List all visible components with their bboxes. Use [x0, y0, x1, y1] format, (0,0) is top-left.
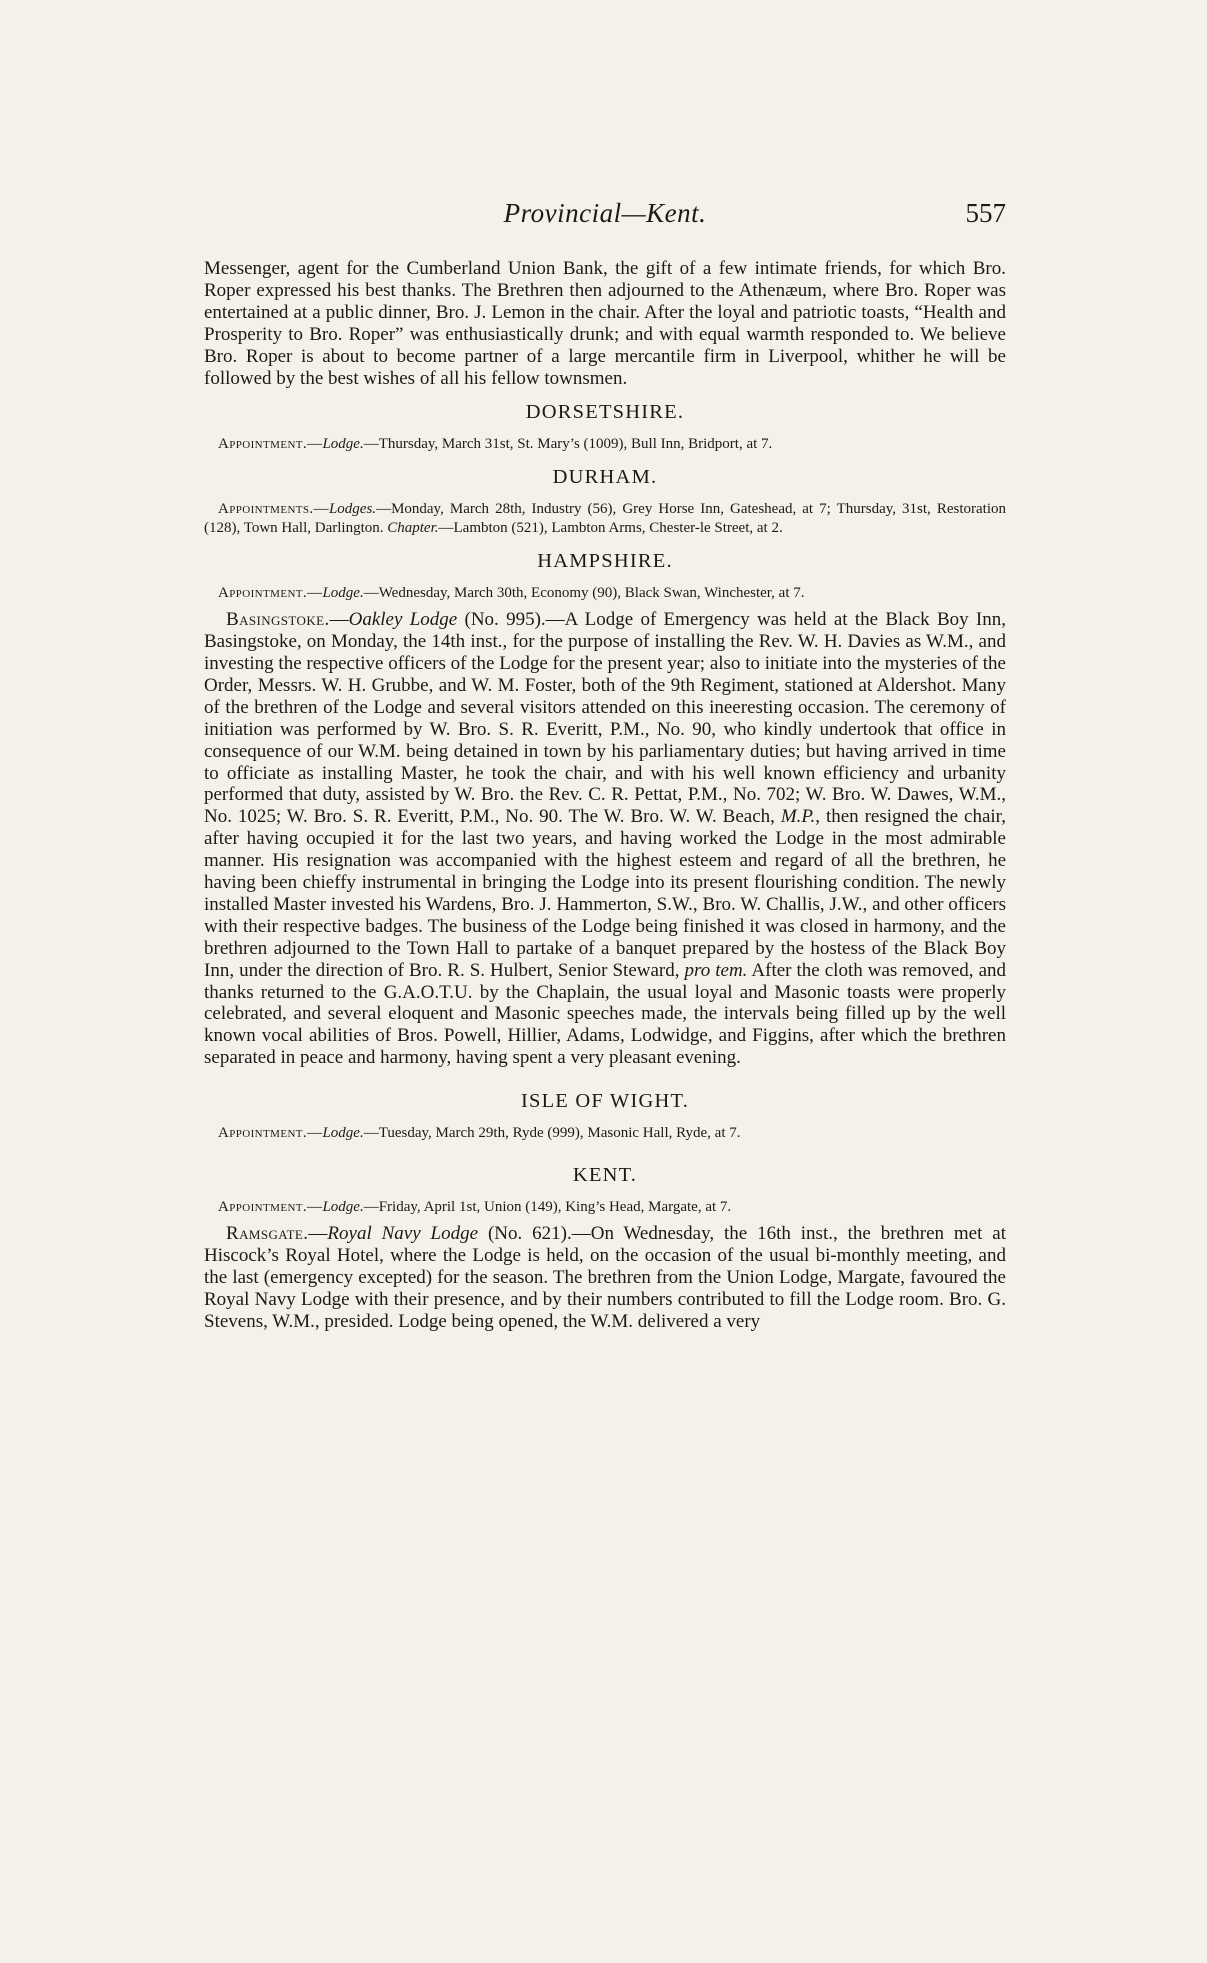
appointment-kind-chapter: Chapter. [387, 520, 439, 537]
report-place: Basingstoke. [226, 609, 330, 631]
section-heading-durham: DURHAM. [552, 466, 658, 489]
report-text: , then resigned the chair, after having occupied it for the last two years, and having worked the Lodge in the most admirable manner. His resignation was accompanied with the highest esteem and regard of all the brethren, he having been chieffy instrumental in bringing the Lodge into its present flourishing condition. The newly installed Master invested his Wardens, Bro. J. Hammerton, S.W., Bro. W. Challis, J.W., and other officers with their respective badges. The business of the Lodge being finished it was closed in harmony, and the brethren adjourned to the Town Hall to partake of a banquet prepared by the hostess of the Black Boy Inn, under the direction of Bro. R. S. Hulbert, Senior Steward, [204, 806, 1006, 981]
report-text: (No. 995).—A Lodge of Emergency was held at the Black Boy Inn, Basingstoke, on Monday, the 14th inst., for the purpose of installing the Rev. W. H. Davies as W.M., and investing the respective officers of the Lodge for the present year; also to initiate into the mysteries of the Order, Messrs. W. H. Grubbe, and W. M. Foster, both of the 9th Regiment, stationed at Aldershot. Many of the brethren of the Lodge and several visitors attended on this ineeresting occasion. The ceremony of initiation was performed by W. Bro. S. R. Everitt, P.M., No. 90, who kindly undertook that office in consequence of our W.M. being detained in town by his parliamentary duties; but having arrived in time to officiate as installing Master, he took the chair, and with his well known efficiency and urbanity performed that duty, assisted by W. Bro. the Rev. C. R. Pettat, P.M., No. 702; W. Bro. W. Dawes, W.M., No. 1025; W. Bro. S. R. Everitt, P.M., No. 90. The W. Bro. W. W. Beach, [204, 609, 1006, 828]
appointment-kind: Lodge. [322, 1125, 364, 1142]
appointment-label: Appointment.— [218, 1125, 323, 1142]
appointment-dorsetshire [204, 435, 1006, 454]
appointment-text-chapter: —Lambton (521), Lambton Arms, Chester-le Street, at 2. [438, 520, 783, 537]
intro-paragraph: Messenger, agent for the Cumberland Union Bank, the gift of a few intimate friends, for which Bro. Roper expressed his best thanks. The Brethren then adjourned to the Athenæum, where Bro. Roper was entertained at a public dinner, Bro. J. Lemon in the chair. After the loyal and patriotic toasts, “Health and Prosperity to Bro. Roper” was enthusiastically drunk; and with equal warmth responded to. We believe Bro. Roper is about to become partner of a large mercantile firm in Liverpool, whither he will be followed by the best wishes of all his fellow townsmen. [204, 258, 1006, 389]
section-heading-kent: KENT. [572, 1164, 638, 1187]
appointment-kind: Lodge. [322, 1199, 364, 1215]
page-number: 557 [965, 198, 1006, 228]
section-heading-hampshire: HAMPSHIRE. [537, 550, 673, 573]
appointment-kind: Lodge. [322, 436, 364, 453]
appointment-kent [204, 1198, 1006, 1217]
report-lodge-name: Oakley Lodge [348, 609, 458, 631]
appointment-label: Appointments.— [218, 501, 329, 518]
report-mp: M.P. [780, 806, 816, 828]
report-pro-tem: pro tem. [684, 959, 748, 981]
report-text: After the cloth was removed, and thanks returned to the G.A.O.T.U. by the Chaplain, the usual loyal and Masonic toasts were properly celebrated, and several eloquent and Masonic speeches made, the intervals being filled up by the well known vocal abilities of Bros. Powell, Hillier, Adams, Lodwidge, and Figgins, after which the brethren separated in peace and harmony, having spent a very pleasant evening. [204, 959, 1007, 1069]
appointment-text: —Monday, March 28th, Industry (56), Grey Horse Inn, Gateshead, at 7; Thursday, 31st, Restoration (128), Town Hall, Darlington. [204, 501, 1006, 537]
section-heading-dorsetshire: DORSETSHIRE. [525, 401, 685, 424]
appointment-text: —Wednesday, March 30th, Economy (90), Black Swan, Winchester, at 7. [363, 585, 805, 602]
appointment-label: Appointment.— [218, 436, 323, 453]
text-column [204, 258, 1006, 1333]
report-ramsgate [204, 1223, 1006, 1333]
report-dash: — [329, 609, 349, 631]
appointment-kind: Lodge. [322, 585, 364, 602]
appointment-label: Appointment.— [218, 585, 323, 602]
appointment-label: Appointment.— [218, 1199, 323, 1215]
appointment-kind: Lodges. [328, 501, 377, 518]
appointment-text: —Thursday, March 31st, St. Mary’s (1009), Bull Inn, Bridport, at 7. [363, 436, 773, 453]
appointment-text: —Tuesday, March 29th, Ryde (999), Masonic Hall, Ryde, at 7. [363, 1125, 741, 1142]
appointment-durham [204, 500, 1006, 538]
running-title: Provincial—Kent. [503, 198, 707, 228]
appointment-text: —Friday, April 1st, Union (149), King’s Head, Margate, at 7. [363, 1199, 732, 1215]
appointment-isle-of-wight [204, 1124, 1006, 1143]
appointment-hampshire [204, 584, 1006, 603]
report-lodge-name: Royal Navy Lodge [327, 1223, 479, 1244]
section-heading-isle-of-wight: ISLE OF WIGHT. [520, 1090, 690, 1113]
report-basingstoke [204, 609, 1006, 1069]
running-header [204, 198, 1006, 238]
report-place: Ramsgate. [226, 1223, 309, 1244]
report-dash: — [308, 1223, 328, 1244]
report-text: (No. 621).—On Wednesday, the 16th inst., the brethren met at Hiscock’s Royal Hotel, where the Lodge is held, on the occasion of the usual bi-monthly meeting, and the last (emergency excepted) for the season. The brethren from the Union Lodge, Margate, favoured the Royal Navy Lodge with their presence, and by their numbers contributed to fill the Lodge room. Bro. G. Stevens, W.M., presided. Lodge being opened, the W.M. delivered a very [204, 1223, 1006, 1332]
